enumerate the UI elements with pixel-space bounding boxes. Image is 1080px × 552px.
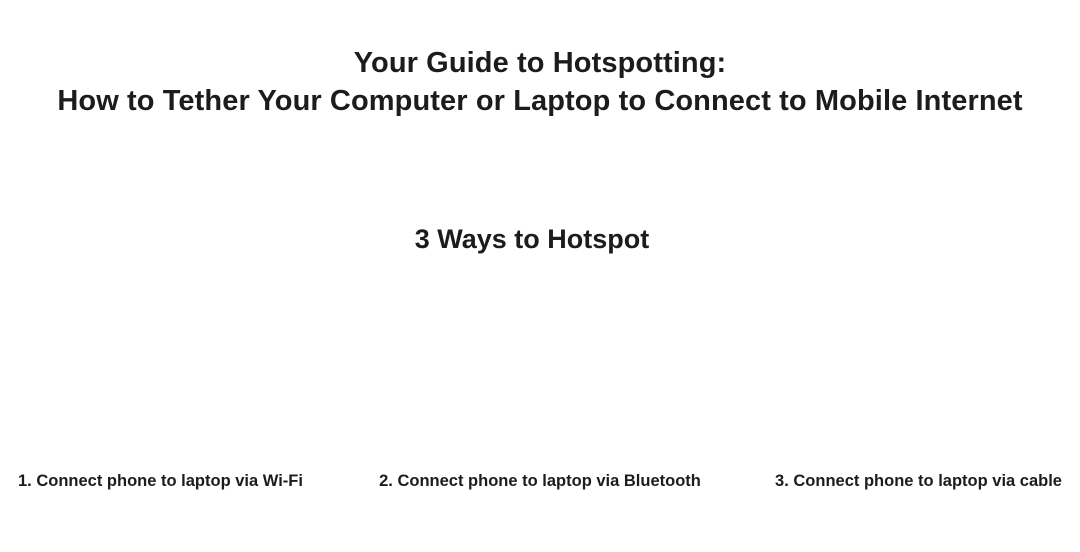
illustration-area [0,300,1080,460]
section-heading [0,224,1080,255]
method-caption-cable: 3. Connect phone to laptop via cable [775,472,1062,490]
method-column-wifi [0,470,360,492]
title-line-secondary: How to Tether Your Computer or Laptop to Connect to Mobile Internet [57,85,1023,117]
method-column-bluetooth [360,470,720,492]
section-heading-text: 3 Ways to Hotspot [414,224,650,254]
document-title [0,44,1080,120]
title-line-primary: Your Guide to Hotspotting: [353,47,727,79]
methods-row [0,470,1080,492]
method-caption-wifi: 1. Connect phone to laptop via Wi-Fi [18,472,303,490]
method-column-cable [720,470,1080,492]
method-caption-bluetooth: 2. Connect phone to laptop via Bluetooth [379,472,701,490]
